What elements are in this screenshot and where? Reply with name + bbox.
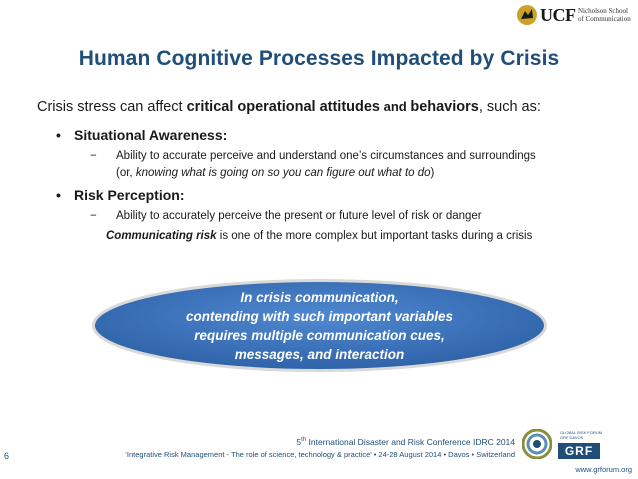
ucf-wordmark: UCF bbox=[540, 5, 576, 25]
communicating-risk-bold: Communicating risk bbox=[106, 230, 217, 242]
lead-prefix: Crisis stress can affect bbox=[37, 99, 187, 115]
sub-text: Ability to accurately perceive the present or future level of risk or danger bbox=[116, 210, 482, 222]
grf-globe-icon bbox=[522, 429, 552, 459]
communicating-risk-rest: is one of the more complex but important tasks during a crisis bbox=[216, 230, 533, 242]
callout-line1: In crisis communication, bbox=[240, 290, 399, 305]
dash-marker: − bbox=[90, 210, 97, 222]
sub-text: Ability to accurate perceive and understand one’s circumstances and surroundings bbox=[116, 150, 536, 162]
school-name-line1: Nicholson School bbox=[578, 7, 628, 15]
sub-situational-line1 bbox=[90, 150, 536, 162]
grf-small-text bbox=[560, 431, 630, 440]
conference-tagline: ‘Integrative Risk Management - The role of science, technology & practice’ • 24-28 August 2014 • Davos • Switzerland bbox=[125, 450, 515, 459]
grf-small-line1: GLOBAL RISK FORUM bbox=[560, 430, 603, 435]
sub-risk-line1 bbox=[90, 210, 482, 222]
conference-number: 5 bbox=[296, 437, 302, 447]
school-name-line2: of Communication bbox=[578, 15, 631, 23]
conference-ordinal: th bbox=[301, 437, 307, 444]
italic-phrase: knowing what is going on so you can figure out what to do bbox=[135, 167, 431, 179]
callout-line3: requires multiple communication cues, bbox=[194, 328, 445, 343]
callout-ellipse bbox=[90, 277, 549, 374]
lead-bold-behaviors: behaviors bbox=[410, 99, 479, 115]
paren-open: (or, bbox=[116, 167, 136, 179]
ucf-logo bbox=[516, 4, 636, 26]
bullet-label: Risk Perception: bbox=[74, 187, 185, 203]
lead-suffix: , such as: bbox=[478, 99, 541, 115]
bullet-situational-awareness bbox=[56, 127, 227, 143]
grf-small-line2: GRF DAVOS bbox=[560, 434, 584, 440]
lead-bold-attitudes: critical operational attitudes bbox=[186, 99, 380, 115]
paren-close: ) bbox=[430, 167, 435, 179]
conference-name: International Disaster and Risk Conference IDRC 2014 bbox=[306, 437, 515, 447]
grf-logo bbox=[522, 427, 632, 463]
callout-line2: contending with such important variables bbox=[185, 309, 454, 324]
page-number: 6 bbox=[4, 451, 10, 461]
pegasus-icon bbox=[516, 4, 538, 26]
slide-title: Human Cognitive Processes Impacted by Crisis bbox=[78, 47, 560, 70]
lead-and: and bbox=[380, 99, 411, 114]
lead-sentence bbox=[37, 99, 541, 115]
bullet-label: Situational Awareness: bbox=[74, 127, 228, 143]
school-name bbox=[578, 7, 638, 23]
sub-situational-line2 bbox=[116, 167, 434, 179]
bullet-dot: • bbox=[56, 127, 61, 143]
callout-text bbox=[90, 288, 549, 364]
bullet-dot: • bbox=[56, 187, 61, 203]
grf-url: www.grforum.org bbox=[575, 465, 632, 474]
communicating-risk-line bbox=[106, 230, 532, 242]
bullet-risk-perception bbox=[56, 187, 184, 203]
callout-line4: messages, and interaction bbox=[234, 347, 405, 362]
conference-title bbox=[0, 437, 515, 447]
grf-wordmark: GRF bbox=[558, 443, 600, 459]
dash-marker: − bbox=[90, 150, 97, 162]
